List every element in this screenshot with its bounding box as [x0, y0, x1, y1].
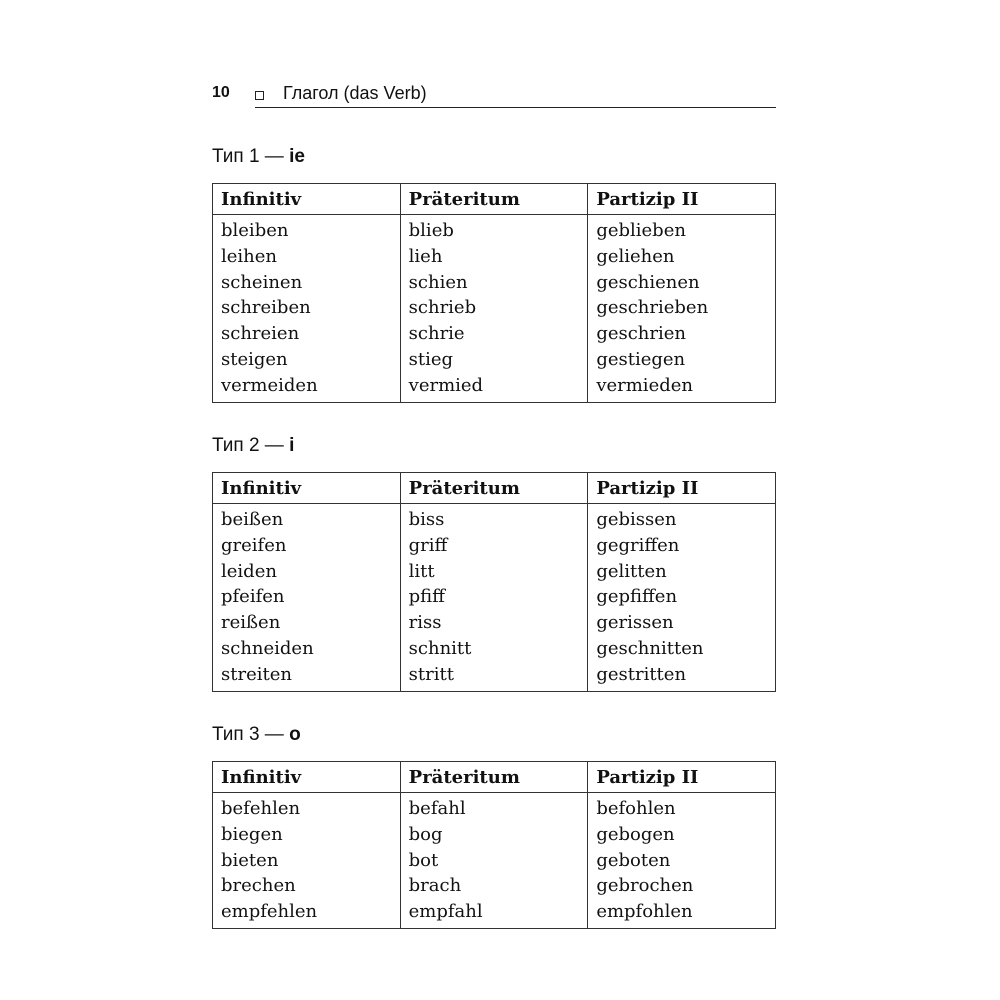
table-header-row [213, 473, 776, 504]
column-header-infinitive: Infinitiv [213, 762, 401, 793]
verb-form: vermied [408, 374, 484, 396]
preterite-cell [400, 793, 588, 929]
verb-form: vermieden [596, 374, 693, 396]
verb-form: beißen [221, 509, 284, 530]
verb-table-type-1 [212, 183, 776, 403]
verb-form: gebissen [596, 509, 677, 530]
verb-form: geschnitten [596, 637, 704, 659]
verb-form: geblieben [596, 220, 686, 241]
section-heading-suffix: i [289, 435, 295, 456]
verb-form: stritt [408, 663, 454, 685]
verb-form: bot [408, 849, 439, 871]
verb-form: leihen [221, 245, 278, 267]
verb-form: gepfiffen [596, 586, 678, 608]
verb-form: geliehen [596, 245, 675, 267]
chapter-title: Глагол (das Verb) [283, 83, 427, 103]
verb-table-type-2 [212, 472, 776, 692]
verb-form: pfiff [408, 586, 445, 608]
section-heading-type-3 [212, 724, 301, 746]
table-header-row [213, 762, 776, 793]
verb-form: empfahl [408, 901, 483, 923]
verb-form: schneiden [221, 637, 314, 659]
verb-form: steigen [221, 348, 288, 370]
section-heading-type-2 [212, 435, 294, 457]
verb-form: biegen [221, 823, 283, 845]
verb-form: biss [408, 509, 445, 530]
verb-form: bieten [221, 849, 279, 871]
verb-form: pfeifen [221, 586, 285, 608]
verb-form: brechen [221, 875, 296, 897]
column-header-preterite: Präteritum [400, 473, 588, 504]
verb-form: empfehlen [221, 901, 318, 923]
verb-form: gestiegen [596, 348, 686, 370]
verb-form: scheinen [221, 271, 303, 293]
verb-form: befohlen [596, 798, 676, 819]
table-header-row [213, 184, 776, 215]
verb-form: geschrien [596, 323, 687, 345]
verb-form: streiten [221, 663, 292, 685]
column-header-participle: Partizip II [588, 184, 776, 215]
verb-form: befehlen [221, 798, 301, 819]
verb-form: griff [408, 534, 448, 556]
verb-form: gebrochen [596, 875, 694, 897]
page-number: 10 [212, 84, 230, 101]
verb-form: schnitt [408, 637, 472, 659]
infinitive-cell [213, 215, 401, 403]
verb-form: lieh [408, 245, 443, 267]
infinitive-cell [213, 504, 401, 692]
verb-form: geboten [596, 849, 671, 871]
verb-form: leiden [221, 560, 277, 582]
verb-form: bog [408, 823, 443, 845]
verb-form: empfohlen [596, 901, 693, 923]
preterite-cell [400, 504, 588, 692]
verb-form: befahl [408, 798, 466, 819]
verb-form: litt [408, 560, 435, 582]
preterite-cell [400, 215, 588, 403]
verb-form: schrieb [408, 297, 477, 319]
verb-form: gestritten [596, 663, 687, 685]
column-header-preterite: Präteritum [400, 184, 588, 215]
column-header-infinitive: Infinitiv [213, 473, 401, 504]
verb-form: bleiben [221, 220, 289, 241]
verb-form: geschrieben [596, 297, 709, 319]
participle-cell [588, 215, 776, 403]
verb-form: vermeiden [221, 374, 318, 396]
verb-form: gebogen [596, 823, 675, 845]
section-heading-type-1 [212, 146, 305, 168]
section-heading-suffix: ie [289, 146, 305, 167]
column-header-preterite: Präteritum [400, 762, 588, 793]
section-heading-suffix: o [289, 724, 301, 745]
participle-cell [588, 793, 776, 929]
verb-form: gerissen [596, 612, 674, 634]
column-header-participle: Partizip II [588, 762, 776, 793]
verb-form: schrie [408, 323, 465, 345]
square-bullet-icon [255, 91, 264, 100]
column-header-infinitive: Infinitiv [213, 184, 401, 215]
section-heading-prefix: Тип 3 — [212, 724, 290, 745]
table-body-row [213, 504, 776, 692]
table-body-row [213, 793, 776, 929]
column-header-participle: Partizip II [588, 473, 776, 504]
participle-cell [588, 504, 776, 692]
verb-form: schien [408, 271, 468, 293]
header-rule [255, 82, 776, 108]
verb-form: brach [408, 875, 462, 897]
verb-form: greifen [221, 534, 287, 556]
table-body-row [213, 215, 776, 403]
verb-form: reißen [221, 612, 281, 634]
verb-form: gelitten [596, 560, 667, 582]
infinitive-cell [213, 793, 401, 929]
verb-form: geschienen [596, 271, 700, 293]
verb-form: gegriffen [596, 534, 680, 556]
verb-table-type-3 [212, 761, 776, 929]
verb-form: blieb [408, 220, 454, 241]
section-heading-prefix: Тип 2 — [212, 435, 290, 456]
verb-form: schreien [221, 323, 300, 345]
verb-form: stieg [408, 348, 454, 370]
section-heading-prefix: Тип 1 — [212, 146, 290, 167]
verb-form: schreiben [221, 297, 311, 319]
verb-form: riss [408, 612, 442, 634]
page-header [212, 82, 776, 108]
